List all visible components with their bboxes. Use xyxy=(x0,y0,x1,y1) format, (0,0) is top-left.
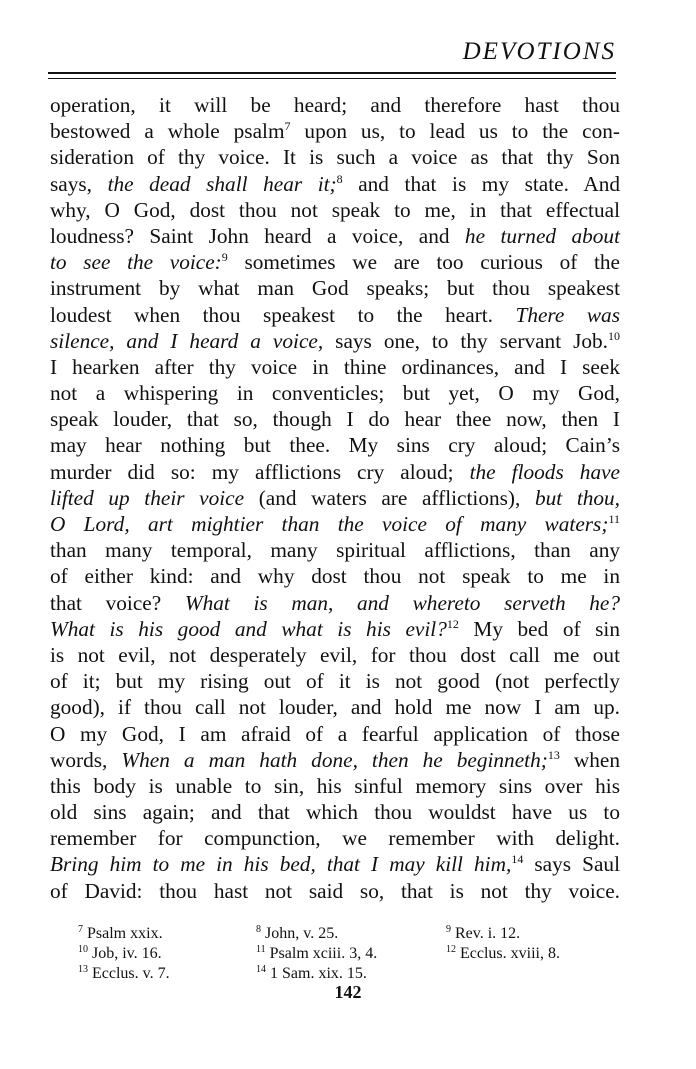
text-run: My bed of sin xyxy=(458,616,620,641)
footnote-citation: Rev. i. 12. xyxy=(451,925,521,942)
footnote-marker: 12 xyxy=(446,616,459,631)
footnote-citation: Ecclus. v. 7. xyxy=(88,965,170,982)
text-run: words, xyxy=(50,747,122,772)
text-line xyxy=(50,537,620,563)
footnote-marker: 9 xyxy=(221,250,228,265)
text-line xyxy=(50,406,620,432)
italic-quotation: the floods have xyxy=(469,459,621,484)
text-line xyxy=(50,275,620,301)
header-rule-thick xyxy=(48,72,616,74)
footnote xyxy=(446,924,520,944)
text-run: of either kind: and why dost thou not speak to me in xyxy=(50,564,620,589)
footnote-marker: 13 xyxy=(547,747,560,762)
text-line xyxy=(50,223,620,249)
italic-quotation: There was xyxy=(515,302,620,327)
text-line xyxy=(50,328,620,354)
italic-quotation: Bring him to me in his bed, that I may kill him, xyxy=(50,852,512,877)
text-line xyxy=(50,302,620,328)
text-run: that voice? xyxy=(50,590,185,615)
header-rule-thin xyxy=(48,78,616,79)
footnote-citation: Psalm xciii. 3, 4. xyxy=(265,945,378,962)
text-run: than many temporal, many spiritual afflictions, than any xyxy=(50,538,620,563)
text-line xyxy=(50,668,620,694)
italic-quotation: to see the voice: xyxy=(50,250,222,275)
text-run: this body is unable to sin, his sinful memory sins over his xyxy=(50,773,620,798)
text-line xyxy=(50,563,620,589)
italic-quotation: but thou, xyxy=(534,485,621,510)
text-run: upon us, to lead us to the con- xyxy=(290,119,620,144)
footnote-number: 10 xyxy=(78,944,88,955)
text-line xyxy=(50,825,620,851)
text-run: why, O God, dost thou not speak to me, in that effectual xyxy=(50,197,620,222)
text-run: says, xyxy=(50,171,108,196)
text-line xyxy=(50,249,620,275)
text-run: bestowed a whole psalm xyxy=(50,119,285,144)
text-run: is not evil, not desperately evil, for thou dost call me out xyxy=(50,642,620,667)
text-line xyxy=(50,616,620,642)
footnote-row xyxy=(78,944,618,964)
footnote xyxy=(256,924,446,944)
text-line xyxy=(50,171,620,197)
footnote xyxy=(78,964,256,984)
italic-quotation: the dead shall hear it; xyxy=(107,171,337,196)
text-line xyxy=(50,432,620,458)
text-run: (and waters are afflictions), xyxy=(244,485,535,510)
footnote-citation: Job, iv. 16. xyxy=(88,945,162,962)
footnote-row xyxy=(78,924,618,944)
italic-quotation: O Lord, art mightier than the voice of many waters; xyxy=(50,512,609,536)
footnote-number: 9 xyxy=(446,924,451,935)
text-line xyxy=(50,642,620,668)
footnote xyxy=(78,924,256,944)
body-text xyxy=(50,92,620,904)
footnote-row xyxy=(78,964,618,984)
text-run: says Saul xyxy=(523,852,620,877)
text-run: says one, to thy servant Job. xyxy=(323,328,608,353)
text-run: remember for compunction, we remember with delight. xyxy=(50,826,620,851)
footnote-citation: John, v. 25. xyxy=(261,925,339,942)
text-run: not a whispering in conventicles; but yet, O my God, xyxy=(50,381,620,406)
text-run: operation, it will be heard; and therefore hast thou xyxy=(50,93,620,117)
italic-quotation: When a man hath done, then he beginneth; xyxy=(121,747,548,772)
text-run: speak louder, that so, though I do hear thee now, then I xyxy=(50,407,620,432)
footnote-marker: 7 xyxy=(284,119,291,134)
italic-quotation: What is his good and what is his evil? xyxy=(50,616,447,641)
text-line xyxy=(50,459,620,485)
footnotes xyxy=(78,924,618,984)
text-line xyxy=(50,878,620,904)
text-run: when xyxy=(559,747,620,772)
text-line xyxy=(50,851,620,877)
footnote-number: 7 xyxy=(78,924,83,935)
text-line xyxy=(50,590,620,616)
text-run: of David: thou hast not said so, that is not thy voice. xyxy=(50,878,620,903)
footnote-number: 12 xyxy=(446,944,456,955)
text-run: instrument by what man God speaks; but thou speakest xyxy=(50,276,620,301)
text-line xyxy=(50,380,620,406)
text-run: O my God, I am afraid of a fearful application of those xyxy=(50,721,620,746)
page-number: 142 xyxy=(334,982,362,1002)
footnote xyxy=(446,944,560,964)
italic-quotation: What is man, and whereto serveth he? xyxy=(184,590,621,615)
footnote-citation: Psalm xxix. xyxy=(83,925,163,942)
text-line xyxy=(50,747,620,773)
footnote-number: 14 xyxy=(256,964,266,975)
text-run: loudness? Saint John heard a voice, and xyxy=(50,223,465,248)
text-line xyxy=(50,118,620,144)
footnote xyxy=(78,944,256,964)
text-line xyxy=(50,144,620,170)
text-line xyxy=(50,773,620,799)
footnote-marker: 8 xyxy=(336,171,343,186)
footnote-citation: 1 Sam. xix. 15. xyxy=(266,965,367,982)
text-line xyxy=(50,799,620,825)
footnote-marker: 10 xyxy=(608,328,620,343)
text-line xyxy=(50,721,620,747)
text-line xyxy=(50,197,620,223)
footnote xyxy=(256,964,446,984)
text-run: sometimes we are too curious of the xyxy=(227,250,620,275)
italic-quotation: silence, and I heard a voice, xyxy=(50,328,324,353)
text-line xyxy=(50,694,620,720)
footnote-marker: 11 xyxy=(608,512,620,526)
text-run: old sins again; and that which thou wouldst have us to xyxy=(50,800,620,825)
text-run: murder did so: my afflictions cry aloud; xyxy=(50,459,470,484)
footnote-marker: 14 xyxy=(511,852,524,867)
text-run: loudest when thou speakest to the heart. xyxy=(50,302,516,327)
text-line xyxy=(50,485,620,511)
italic-quotation: he turned about xyxy=(464,223,620,248)
text-line xyxy=(50,511,620,537)
running-header: DEVOTIONS xyxy=(462,38,616,65)
text-run: I hearken after thy voice in thine ordinances, and I seek xyxy=(50,354,620,379)
text-run: and that is my state. And xyxy=(342,171,620,196)
italic-quotation: lifted up their voice xyxy=(50,485,245,510)
footnote-number: 13 xyxy=(78,964,88,975)
text-run: sideration of thy voice. It is such a voice as that thy Son xyxy=(50,145,620,170)
text-run: of it; but my rising out of it is not good (not perfectly xyxy=(50,669,620,694)
footnote-number: 8 xyxy=(256,924,261,935)
footnote xyxy=(256,944,446,964)
text-line xyxy=(50,354,620,380)
footnote-citation: Ecclus. xviii, 8. xyxy=(456,945,560,962)
text-run: may hear nothing but thee. My sins cry aloud; Cain’s xyxy=(50,433,620,458)
text-line xyxy=(50,92,620,118)
text-run: good), if thou call not louder, and hold me now I am up. xyxy=(50,695,620,720)
footnote-number: 11 xyxy=(256,944,266,955)
